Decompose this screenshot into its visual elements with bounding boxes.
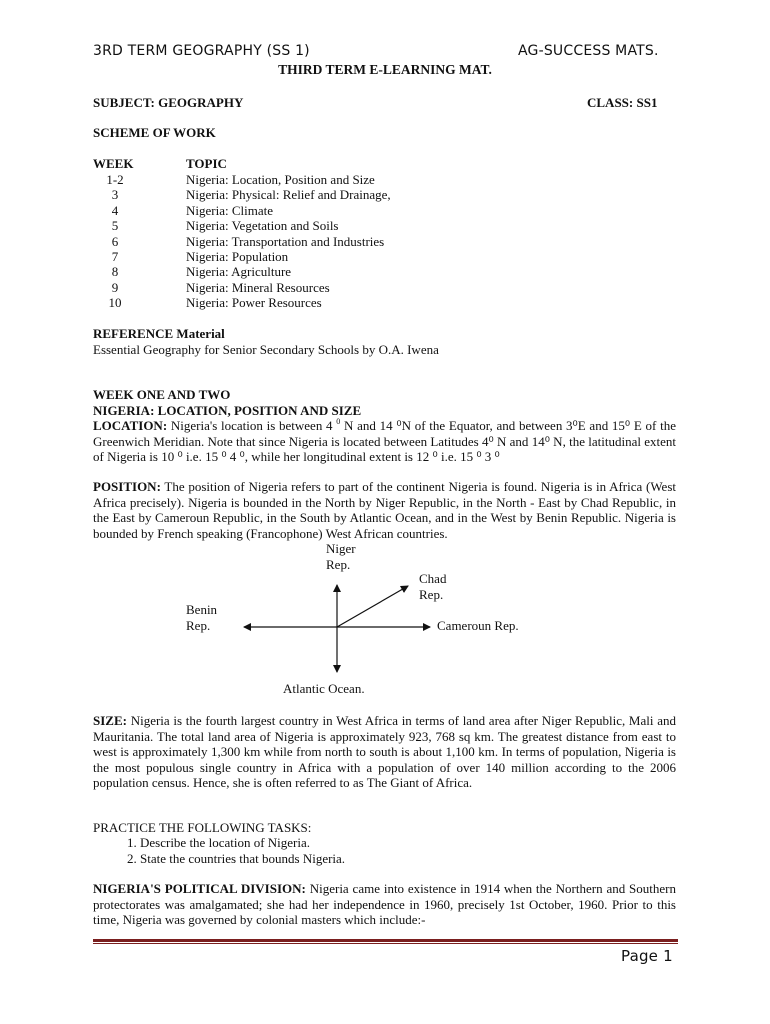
size-label: SIZE: — [93, 713, 127, 728]
week-one-heading: WEEK ONE AND TWO — [93, 387, 231, 402]
location-degree: 0 — [336, 416, 341, 426]
diagram-label-south: Atlantic Ocean. — [283, 681, 365, 696]
scheme-topic-1: Nigeria: Physical: Relief and Drainage, — [186, 187, 391, 203]
scheme-heading: SCHEME OF WORK — [93, 125, 216, 140]
scheme-week-1: 3 — [111, 187, 119, 203]
week-column-header: WEEK — [93, 156, 134, 171]
size-paragraph — [93, 713, 676, 791]
class-label: CLASS: SS1 — [587, 95, 658, 110]
location-label: LOCATION: — [93, 418, 168, 433]
diagram-label-west-2: Rep. — [186, 618, 211, 633]
week-one-subheading: NIGERIA: LOCATION, POSITION AND SIZE — [93, 403, 362, 418]
diagram-label-west-1: Benin — [186, 602, 218, 617]
footer-rule — [93, 939, 678, 942]
diagram-label-north-2: Rep. — [326, 557, 351, 572]
practice-item: 2. State the countries that bounds Nigeria. — [140, 851, 676, 867]
reference-text: Essential Geography for Senior Secondary Schools by O.A. Iwena — [93, 342, 439, 357]
footer-rule-thin — [93, 943, 678, 944]
scheme-topic-4: Nigeria: Transportation and Industries — [186, 233, 385, 249]
scheme-week-6: 8 — [111, 264, 119, 280]
scheme-week-4: 6 — [111, 233, 119, 249]
scheme-topic-3: Nigeria: Vegetation and Soils — [186, 218, 339, 234]
practice-heading: PRACTICE THE FOLLOWING TASKS: — [93, 820, 312, 835]
reference-heading: REFERENCE Material — [93, 326, 225, 341]
scheme-topic-8: Nigeria: Power Resources — [186, 295, 322, 311]
topic-column-header: TOPIC — [186, 156, 227, 171]
scheme-topic-6: Nigeria: Agriculture — [186, 264, 292, 280]
page-number: Page 1 — [621, 947, 673, 965]
location-text-rest: N and 14 ⁰N of the Equator, and between 3⁰E and 15⁰ E of the Greenwich Meridian. Note that since Nigeria is located between Latitudes 4⁰ N and 14⁰ N, the latitudinal extent of Nigeria is 10 ⁰ i.e. 15 ⁰ 4 ⁰, while her longitudinal extent is 12 ⁰ i.e. 15 ⁰ 3 ⁰ — [93, 418, 676, 464]
location-text-start: Nigeria's location is between 4 — [167, 418, 337, 433]
political-label: NIGERIA'S POLITICAL DIVISION: — [93, 881, 306, 896]
scheme-week-7: 9 — [111, 279, 119, 295]
subject-label: SUBJECT: GEOGRAPHY — [93, 95, 244, 110]
diagram-label-northeast-1: Chad — [419, 571, 447, 586]
scheme-topic-0: Nigeria: Location, Position and Size — [186, 172, 375, 187]
size-text: Nigeria is the fourth largest country in West Africa in terms of land area after Niger Republic, Mali and Mauritania. The total land area of Nigeria is approximately 923, 768 sq km. The greatest distance from east to west is approximately 1,300 km while from north to south is about 1,100 km. In terms of population, Nigeria is the most populous single country in Africa with a population of over 140 million according to the 2006 population census. Hence, she is often referred to as The Giant of Africa. — [93, 713, 676, 790]
political-text: Nigeria came into existence in 1914 when the Northern and Southern protectorates was amalgamated; she had her independence in 1960, precisely 1st October, 1960. Prior to this time, Nigeria was governed by colonial masters which include:- — [93, 881, 677, 927]
position-paragraph — [93, 479, 676, 541]
scheme-week-5: 7 — [111, 249, 119, 264]
scheme-week-8: 10 — [108, 295, 122, 311]
practice-list — [93, 835, 676, 866]
diagram-label-northeast-2: Rep. — [419, 587, 444, 602]
scheme-topic-2: Nigeria: Climate — [186, 202, 274, 218]
scheme-topic-5: Nigeria: Population — [186, 249, 289, 264]
header-left: 3RD TERM GEOGRAPHY (SS 1) — [93, 43, 310, 59]
practice-item: 1. Describe the location of Nigeria. — [140, 835, 676, 851]
compass-diagram — [230, 570, 450, 680]
diagram-label-north-1: Niger — [326, 541, 356, 556]
diagram-label-east: Cameroun Rep. — [437, 618, 519, 633]
scheme-week-3: 5 — [111, 218, 119, 234]
header-right: AG-SUCCESS MATS. — [518, 43, 659, 59]
political-paragraph — [93, 881, 676, 928]
position-text: The position of Nigeria refers to part of the continent Nigeria is found. Nigeria is in Africa (West Africa precisely). Nigeria is bounded in the North by Niger Republic, in the North - East by Chad Republic, in the East by Cameroun Republic, in the South by Atlantic Ocean, and in the West by Benin Republic. Nigeria is bounded by French speaking (Francophone) West African countries. — [93, 479, 676, 541]
arrow-northeast — [337, 586, 408, 627]
position-label: POSITION: — [93, 479, 161, 494]
scheme-week-0: 1-2 — [106, 172, 124, 187]
scheme-week-2: 4 — [111, 202, 119, 218]
scheme-topic-7: Nigeria: Mineral Resources — [186, 279, 330, 295]
page-title: THIRD TERM E-LEARNING MAT. — [278, 62, 492, 77]
location-paragraph — [93, 418, 676, 465]
